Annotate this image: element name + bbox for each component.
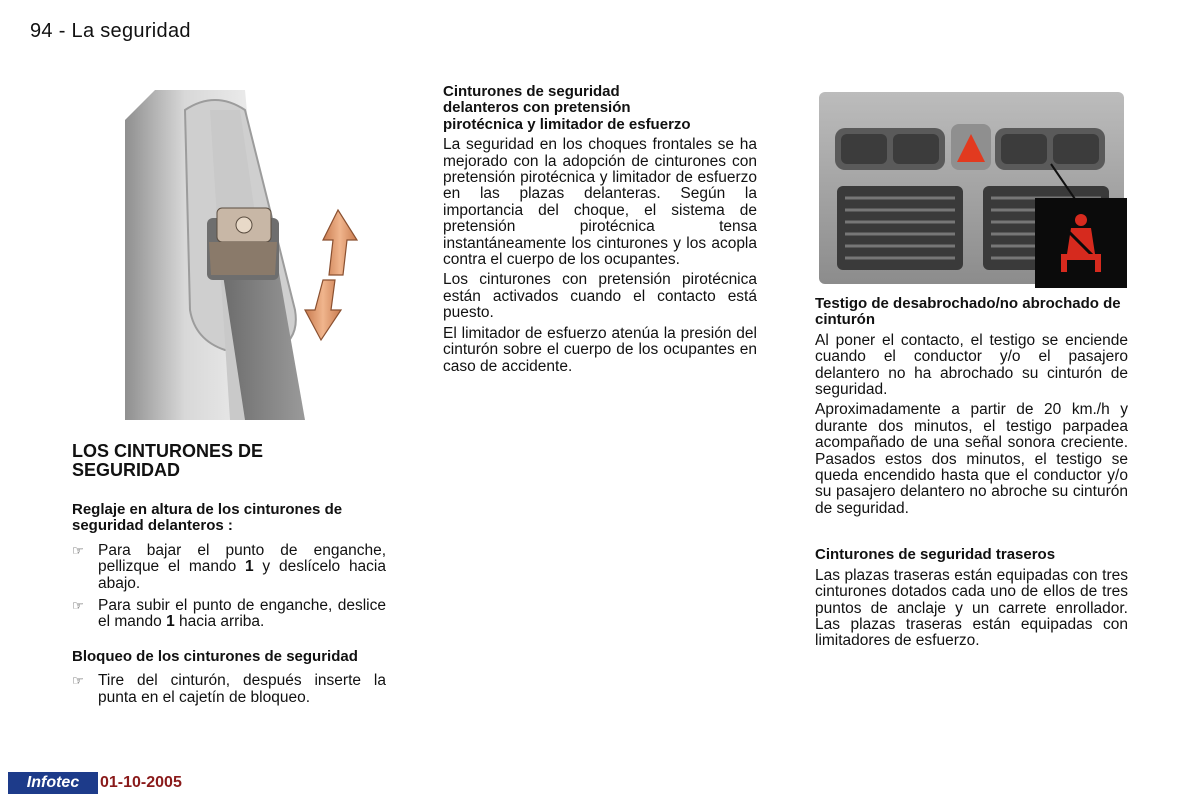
section-title-line1: LOS CINTURONES DE [72,441,264,461]
footer-date: 01-10-2005 [100,774,182,791]
paragraph: El limitador de esfuerzo atenúa la presión del cinturón sobre el cuerpo de los ocupantes en caso de accidente. [443,324,757,375]
lock-heading: Bloqueo de los cinturones de seguridad [72,647,358,665]
header-separator: - [58,20,66,42]
pretension-heading: Cinturones de seguridad delanteros con pretensión pirotécnica y limitador de esfuerzo [443,83,691,133]
height-adjust-heading: Reglaje en altura de los cinturones de seguridad delanteros : [72,501,343,535]
infotec-logo: Infotec [8,772,98,794]
section-name: La seguridad [71,20,191,42]
warning-lamp-heading: Testigo de desabrochado/no abrochado de cinturón [815,295,1121,329]
list-item: ☞ Para subir el punto de enganche, deslice el mando 1 hacia arriba. [72,597,386,631]
belt-adjuster-illustration [125,90,395,420]
adjuster-knob [207,208,279,280]
paragraph: Las plazas traseras están equipadas con tres cinturones dotados cada uno de ellos de tres puntos de anclaje y un carrete enrollador. Las plazas traseras están equipadas con limitadores de esfuerzo. [815,566,1128,650]
middle-column [443,84,757,379]
list-item: ☞ Tire del cinturón, después inserte la punta en el cajetín de bloqueo. [72,672,386,706]
dashboard-photo [815,90,1128,290]
seatbelt-warning-icon [1035,198,1127,288]
rear-belts-heading: Cinturones de seguridad traseros [815,546,1056,564]
pointing-hand-icon: ☞ [72,598,84,614]
paragraph: Aproximadamente a partir de 20 km./h y durante dos minutos, el testigo parpadea acompañado de una señal sonora creciente. Pasados estos dos minutos, el testigo se queda encendido hasta que el conductor y/o su pasajero delantero no abroche su cinturón de seguridad. [815,401,1128,517]
section-title [72,442,386,480]
paragraph: Los cinturones con pretensión pirotécnica están activados cuando el contacto está puesto. [443,271,757,322]
right-column [815,296,1128,654]
pointing-hand-icon: ☞ [72,673,84,689]
pointing-hand-icon: ☞ [72,542,84,558]
paragraph: La seguridad en los choques frontales se ha mejorado con la adopción de cinturones con pretensión pirotécnica y limitador de esfuerzo en las plazas delanteras. Según la importancia del choque, el sistema de pretensión pirotécnica tensa instantáneamente los cinturones y los acopla contra el cuerpo de los ocupantes. [443,136,757,269]
page-number: 94 [30,20,53,42]
section-title-line2: SEGURIDAD [72,460,181,480]
list-item: ☞ Para bajar el punto de enganche, pellizque el mando 1 y deslícelo hacia abajo. [72,541,386,592]
page-header [30,20,191,43]
paragraph: Al poner el contacto, el testigo se enciende cuando el conductor y/o el pasajero delantero no ha abrochado su cinturón de seguridad. [815,331,1128,399]
hazard-button-icon [951,124,991,170]
left-column [72,442,386,712]
